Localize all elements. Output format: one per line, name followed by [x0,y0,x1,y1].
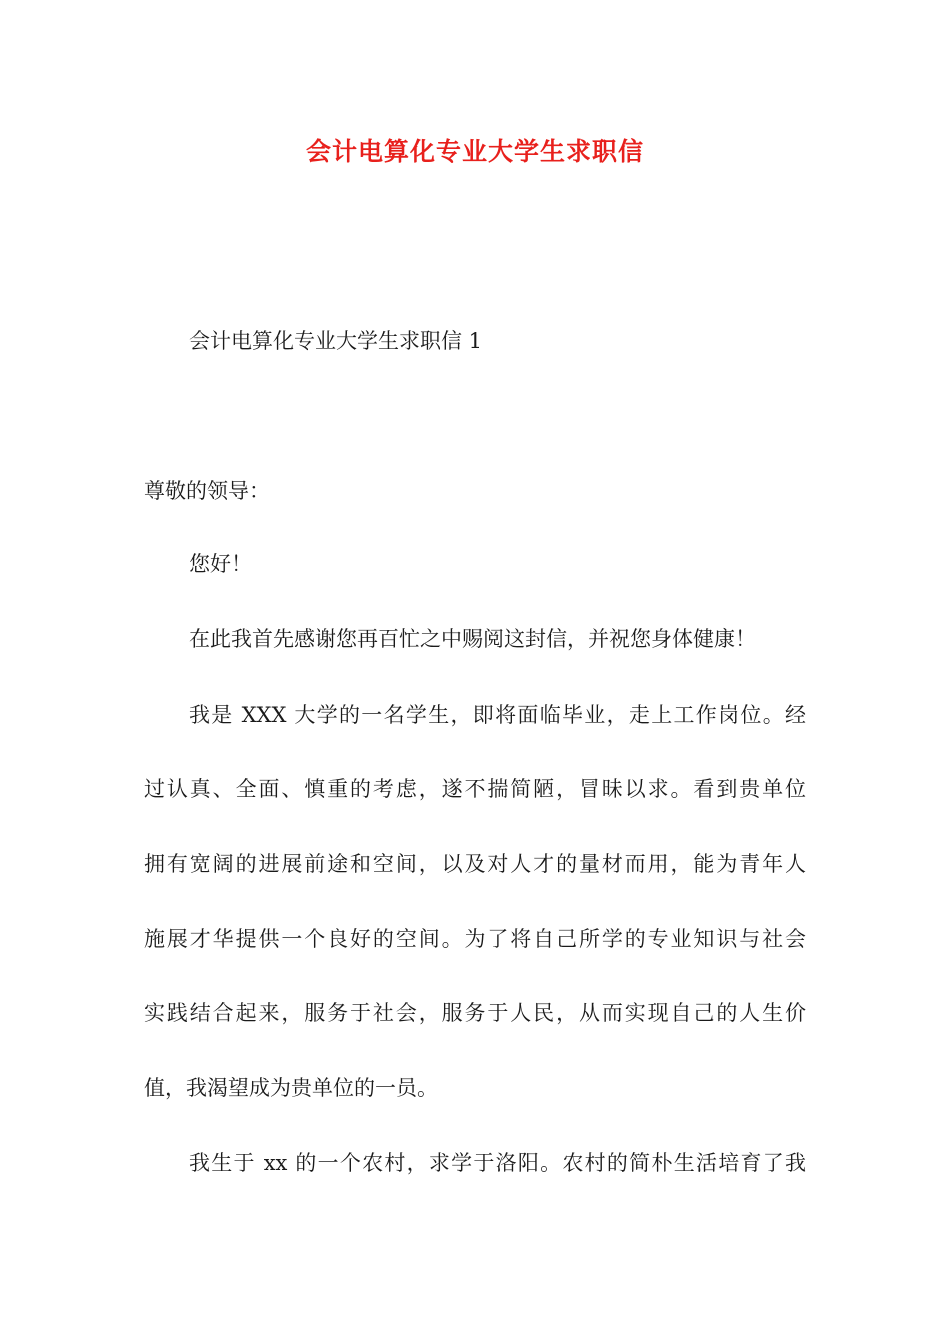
paragraph-thanks: 在此我首先感谢您再百忙之中赐阅这封信，并祝您身体健康！ [189,627,756,651]
paragraph-line: 过认真、全面、慎重的考虑，遂不揣简陋，冒昧以求。看到贵单位 [144,777,806,801]
paragraph-line: 我生于 xx 的一个农村，求学于洛阳。农村的简朴生活培育了我 [189,1151,806,1175]
paragraph-line: 我是 XXX 大学的一名学生，即将面临毕业，走上工作岗位。经 [189,703,806,727]
salutation: 尊敬的领导： [144,479,270,503]
document-title: 会计电算化专业大学生求职信 [305,137,644,166]
paragraph-line: 实践结合起来，服务于社会，服务于人民，从而实现自己的人生价 [144,1001,806,1025]
paragraph-line: 拥有宽阔的进展前途和空间，以及对人才的量材而用，能为青年人 [144,852,806,876]
paragraph-line: 值，我渴望成为贵单位的一员。 [144,1076,438,1100]
greeting: 您好！ [189,552,252,576]
paragraph-line: 施展才华提供一个良好的空间。为了将自己所学的专业知识与社会 [144,927,806,951]
letter-heading: 会计电算化专业大学生求职信 1 [189,329,483,353]
